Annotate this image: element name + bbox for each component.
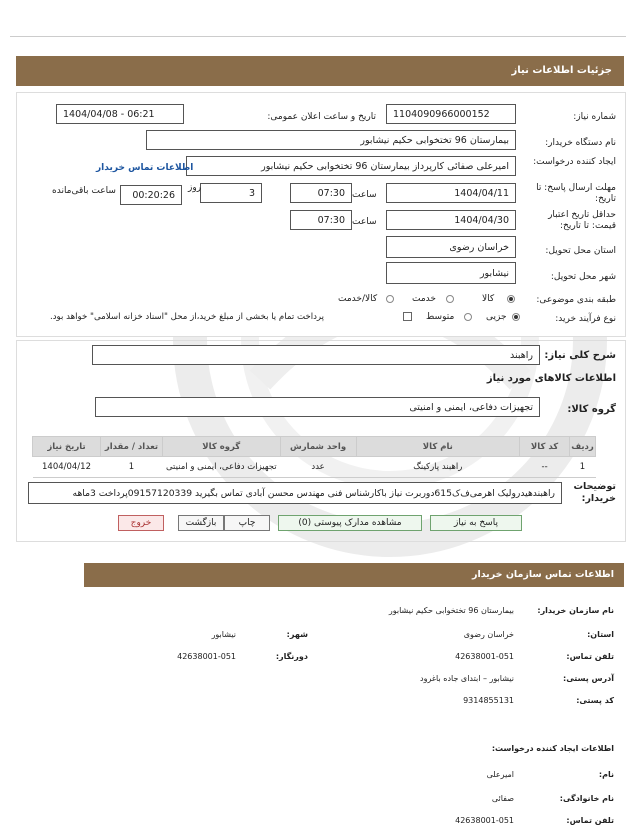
creator-last-name-value: صفائی [491,794,514,803]
creator-field: امیرعلی صفائی کارپرداز بیمارستان 96 تختخوابی حکیم نیشابور [186,156,516,176]
announce-date-field: 1404/04/08 - 06:21 [56,104,184,124]
process-minor-label: جزیی [486,312,507,322]
col-unit-header: واحد شمارش [280,437,356,457]
goods-table-header-row [33,437,596,457]
creator-last-name-label: نام خانوادگی: [559,794,614,803]
contact-address-label: آدرس پستی: [563,674,614,683]
cell-name: راهبند پارکینگ [356,457,520,478]
creator-phone-label: تلفن تماس: [566,816,614,825]
col-date-header: تاریخ نیاز [33,437,101,457]
contact-fax-label: دورنگار: [275,652,308,661]
announce-date-label: تاریخ و ساعت اعلان عمومی: [267,112,376,122]
category-label: طبقه بندی موضوعی: [536,295,616,305]
contact-postal-label: کد پستی: [576,696,614,705]
cell-unit: عدد [280,457,356,478]
top-divider [10,36,626,37]
buyer-notes-label: توضیحات خریدار: [573,481,616,504]
details-header-panel [16,56,624,86]
process-medium-label: متوسط [426,312,455,322]
validity-time-field: 07:30 [290,210,352,230]
process-medium-radio[interactable] [464,313,472,321]
contact-fax-value: 42638001-051 [177,652,236,661]
creator-first-name-value: امیرعلی [486,770,514,779]
remaining-time-field: 00:20:26 [120,185,182,205]
remaining-time-label: ساعت باقی‌مانده [52,186,116,196]
deadline-date-field: 1404/04/11 [386,183,516,203]
page-title: جزئیات اطلاعات نیاز [511,65,612,76]
creator-first-name-label: نام: [598,770,614,779]
contact-title: اطلاعات تماس سازمان خریدار [471,569,614,580]
col-group-header: گروه کالا [162,437,280,457]
treasury-payment-checkbox[interactable] [403,312,412,321]
deadline-time-label: ساعت [352,190,377,200]
province-field: خراسان رضوی [386,236,516,258]
goods-group-label: گروه کالا: [567,404,616,415]
goods-table-wrapper [32,436,596,478]
contact-address-value: نیشابور – ابتدای جاده باغرود [420,674,514,683]
category-goods-service-radio[interactable] [386,295,394,303]
col-name-header: نام کالا [356,437,520,457]
days-label: روز [188,183,202,193]
category-goods-radio[interactable] [507,295,515,303]
need-number-label: شماره نیاز: [573,112,616,122]
summary-field: راهبند [92,345,540,365]
cell-code: -- [520,457,570,478]
col-qty-header: تعداد / مقدار [101,437,163,457]
view-attachments-button[interactable]: مشاهده مدارک پیوستی (0) [278,515,422,531]
summary-label: شرح کلی نیاز: [544,350,616,361]
reply-button[interactable]: پاسخ به نیاز [430,515,522,531]
contact-city-label: شهر: [286,630,308,639]
contact-header-panel [84,563,624,587]
treasury-payment-note: پرداخت تمام یا بخشی از مبلغ خرید،از محل "اسناد خزانه اسلامی" خواهد بود. [50,312,325,322]
col-row-header: ردیف [570,437,596,457]
province-label: استان محل تحویل: [545,246,616,256]
validity-date-field: 1404/04/30 [386,210,516,230]
category-goods-label: کالا [482,294,495,304]
deadline-time-field: 07:30 [290,183,352,203]
validity-time-label: ساعت [352,217,377,227]
category-goods-service-label: کالا/خدمت [338,294,378,304]
table-row [33,457,596,478]
contact-phone-label: تلفن تماس: [566,652,614,661]
goods-info-title: اطلاعات کالاهای مورد نیاز [486,373,616,384]
cell-date: 1404/04/12 [33,457,101,478]
creator-info-title: اطلاعات ایجاد کننده درخواست: [491,744,614,753]
creator-label: ایجاد کننده درخواست: [533,157,616,167]
city-field: نیشابور [386,262,516,284]
buyer-org-field: بیمارستان 96 تختخوابی حکیم نیشابور [146,130,516,150]
col-code-header: کد کالا [520,437,570,457]
goods-group-field: تجهیزات دفاعی، ایمنی و امنیتی [95,397,540,417]
category-service-label: خدمت [412,294,436,304]
process-label: نوع فرآیند خرید: [555,314,616,324]
cell-row: 1 [570,457,596,478]
exit-button[interactable]: خروج [118,515,164,531]
contact-phone-value: 42638001-051 [455,652,514,661]
validity-label: حداقل تاریخ اعتبار قیمت: تا تاریخ: [548,210,616,231]
back-button[interactable]: بازگشت [178,515,224,531]
category-service-radio[interactable] [446,295,454,303]
days-remaining-field: 3 [200,183,262,203]
cell-qty: 1 [101,457,163,478]
city-label: شهر محل تحویل: [550,272,616,282]
print-button[interactable]: چاپ [224,515,270,531]
process-minor-radio[interactable] [512,313,520,321]
buyer-org-label: نام دستگاه خریدار: [545,138,616,148]
contact-postal-value: 9314855131 [463,696,514,705]
contact-org-label: نام سازمان خریدار: [537,606,614,615]
contact-org-value: بیمارستان 96 تختخوابی حکیم نیشابور [388,606,514,615]
buyer-contact-link[interactable]: اطلاعات تماس خریدار [96,163,194,173]
contact-province-label: استان: [587,630,614,639]
creator-phone-value: 42638001-051 [455,816,514,825]
buyer-notes-field: راهبندهیدرولیک اهرمی‌ف‌ک615دوربرت نیاز باکارشناس فنی مهندس محسن آبادی تماس بگیرید 09157120339پرداخت 3ماهه [28,482,562,504]
need-number-field: 1104090966000152 [386,104,516,124]
deadline-label: مهلت ارسال پاسخ: تا تاریخ: [536,183,616,204]
goods-table [32,436,596,478]
contact-city-value: نیشابور [211,630,236,639]
cell-group: تجهیزات دفاعی، ایمنی و امنیتی [162,457,280,478]
contact-province-value: خراسان رضوی [463,630,514,639]
